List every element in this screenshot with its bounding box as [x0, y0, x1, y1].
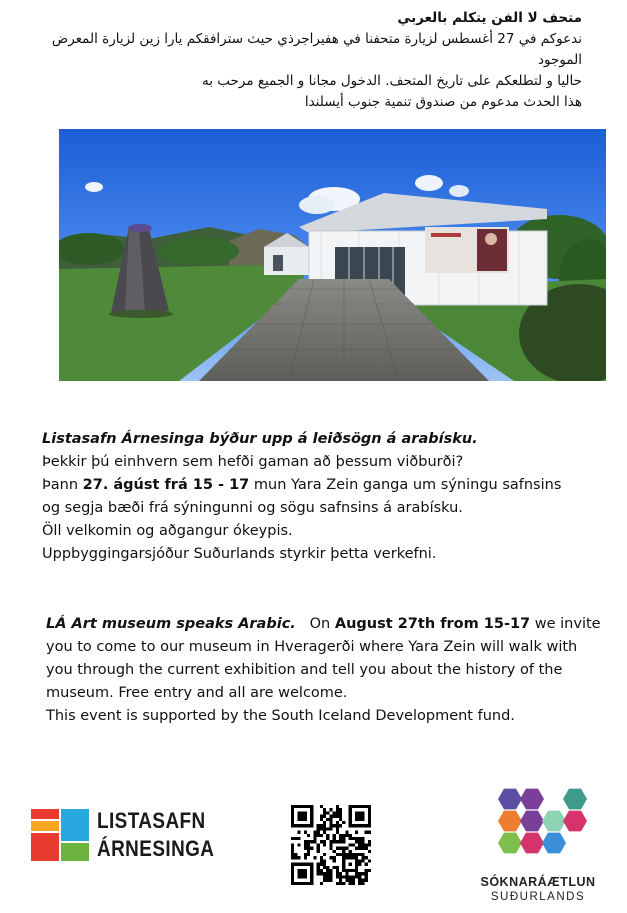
text-segment: On	[295, 616, 335, 632]
english-line: museum. Free entry and all are welcome.	[46, 685, 348, 701]
icelandic-line: Uppbyggingarsjóður Suðurlands styrkir þetta verkefni.	[42, 546, 437, 562]
arabic-line: هذا الحدث مدعوم من صندوق تنمية جنوب أيسلندا	[304, 94, 582, 110]
icelandic-line: og segja bæði frá sýningunni og sögu safnsins á arabísku.	[42, 500, 463, 516]
listasafn-logo	[31, 808, 215, 863]
english-line	[46, 613, 606, 636]
arnesinga-word: ÁRNESINGA	[97, 836, 215, 861]
hexagon-icon	[520, 833, 544, 854]
text-segment: mun Yara Zein ganga um sýningu safnsins	[249, 477, 562, 493]
arabic-line: حاليا و لتطلعكم على تاريخ المتحف. الدخول مجانا و الجميع مرحب به	[202, 73, 582, 89]
english-line: This event is supported by the South Iceland Development fund.	[46, 708, 515, 724]
icelandic-title: Listasafn Árnesinga býður upp á leiðsögn á arabísku.	[42, 431, 478, 447]
listasafn-logo-mark-icon	[31, 809, 91, 863]
hexagon-cluster-icon	[478, 787, 598, 867]
text-segment: Þann	[42, 477, 83, 493]
icelandic-line	[42, 474, 602, 497]
hexagon-icon	[563, 811, 587, 832]
hexagon-icon	[563, 789, 587, 810]
hexagon-icon	[520, 811, 544, 832]
icelandic-line: Öll velkomin og aðgangur ókeypis.	[42, 523, 293, 539]
sudurlands-word: SUÐURLANDS	[490, 891, 586, 903]
event-date: 27. ágúst frá 15 - 17	[82, 477, 250, 493]
event-date: August 27th from 15-17	[334, 616, 531, 632]
hexagon-icon	[498, 833, 522, 854]
icelandic-line: Þekkir þú einhvern sem hefði gaman að þessum viðburði?	[42, 454, 464, 470]
museum-photo	[59, 129, 606, 381]
arabic-title: متحف لا الفن يتكلم بالعربي	[397, 10, 582, 26]
hexagon-icon	[542, 811, 566, 832]
english-line: you to come to our museum in Hveragerði where Yara Zein will walk with	[46, 639, 578, 655]
arabic-line: ندعوكم في 27 أغسطس لزيارة متحفنا في هفيراجرذي حيث سترافقكم يارا زين لزيارة المعرض الموجود	[51, 31, 582, 68]
qr-code-icon	[291, 805, 371, 885]
icelandic-text-block	[42, 428, 602, 566]
soknaraaetlun-logo	[478, 787, 598, 909]
text-segment: we invite	[530, 616, 601, 632]
listasafn-word: LISTASAFN	[97, 808, 206, 833]
english-line: you through the current exhibition and tell you about the history of the	[46, 662, 563, 678]
soknar-word: SÓKNARÁÆTLUN	[480, 875, 596, 889]
hexagon-icon	[498, 811, 522, 832]
arabic-text-block	[20, 8, 582, 113]
hexagon-icon	[520, 789, 544, 810]
english-text-block	[46, 613, 606, 728]
hexagon-icon	[542, 833, 566, 854]
hexagon-icon	[498, 789, 522, 810]
english-title: LÁ Art museum speaks Arabic.	[46, 616, 296, 632]
